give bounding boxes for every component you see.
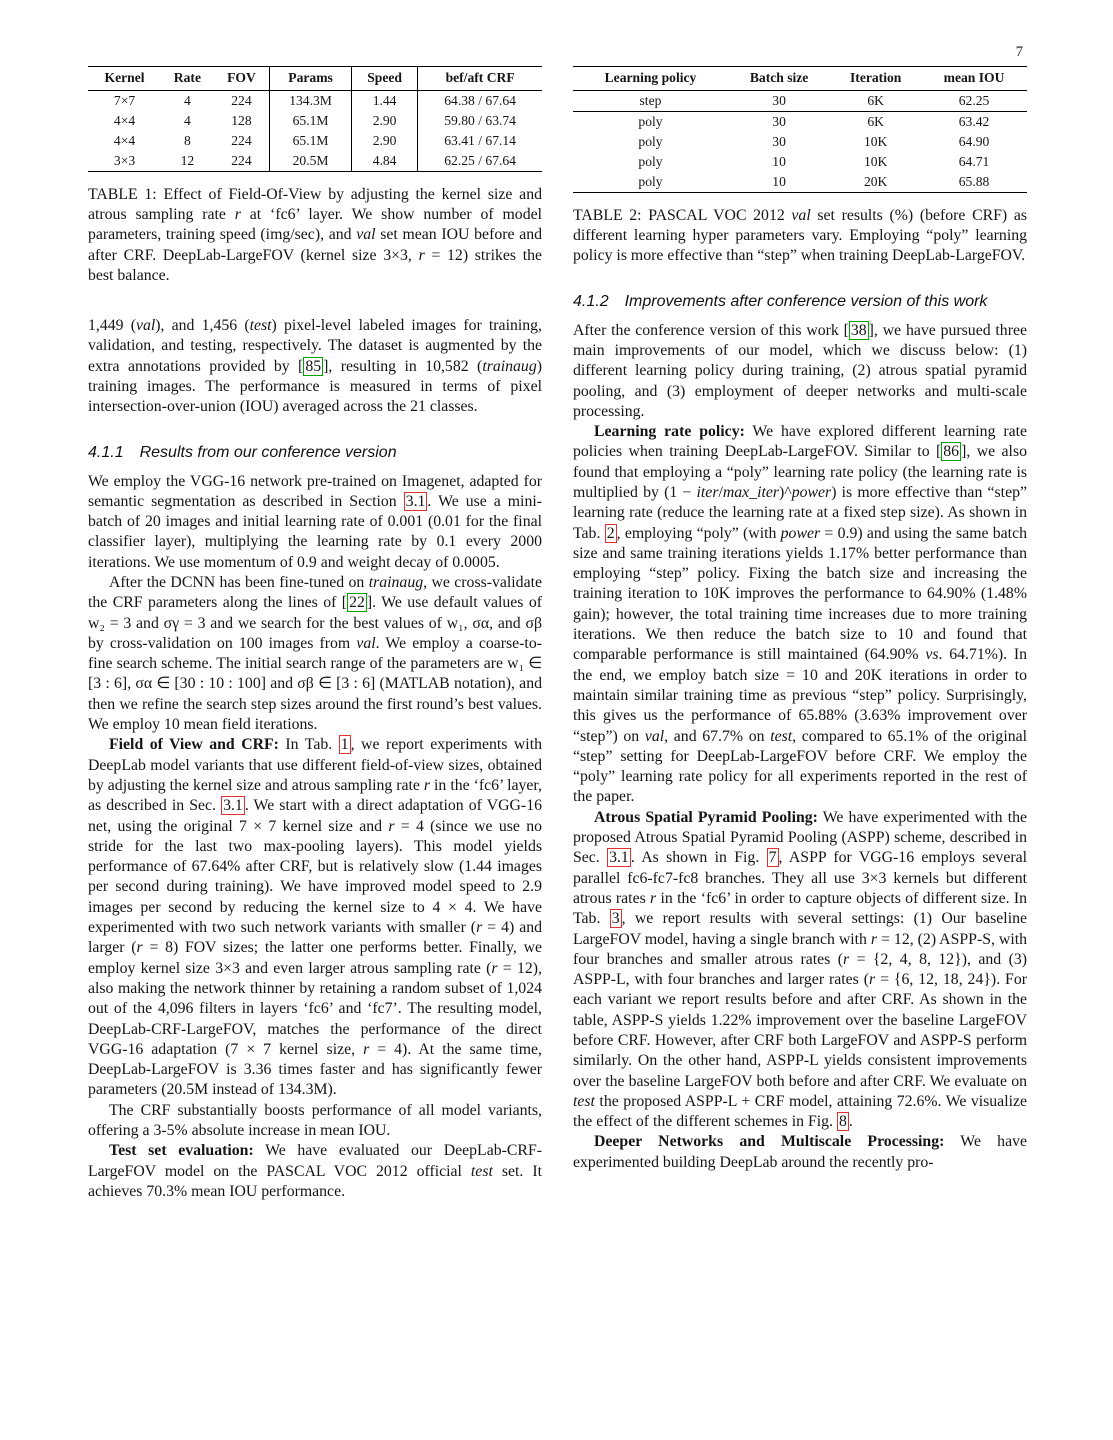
table-2-header [573, 67, 1027, 91]
table-row [88, 131, 542, 151]
table-cell: 4.84 [351, 151, 417, 172]
column-header: Rate [173, 70, 201, 85]
table-row [573, 152, 1027, 172]
table-cell: 20.5M [270, 151, 352, 172]
internal-ref-link[interactable]: 7 [768, 849, 777, 867]
column-header: Speed [351, 67, 417, 91]
table-row [573, 172, 1027, 193]
table-cell: 30 [772, 114, 786, 129]
table-cell: poly [638, 134, 663, 149]
right-body-text [573, 321, 1027, 1173]
table-cell: poly [638, 154, 663, 169]
citation-link[interactable]: 86 [943, 443, 960, 461]
paragraph: Field of View and CRF: In Tab. 1 , we report experiments with DeepLab model variants that use different field-of-view sizes, obtained by adjusting the kernel size and atrous sampling rate r in the ‘fc6’ layer, as described in Sec. 3.1 . We start with a direct adaptation of VGG-16 net, using the original 7 × 7 kernel size and r = 4 (since we use no stride for the last two max-pooling layers). This model yields performance of 67.64% after CRF, but is relatively slow (1.44 images per second during training). We have improved model speed to 2.9 images per second by reducing the kernel size to 4 × 4. We have experimented with two such network variants with smaller (r = 4) and larger (r = 8) FOV sizes; the latter one performs better. Finally, we employ kernel size 3×3 and even larger atrous sampling rate (r = 12), also making the network thinner by retaining a random subset of 1,024 out of the 4,096 filters in layers ‘fc6’ and ‘fc7’. The resulting model, DeepLab-CRF-LargeFOV, matches the performance of the direct VGG-16 adaptation (7 × 7 kernel size, r = 4). At the same time, DeepLab-LargeFOV is 3.36 times faster and has significantly fewer parameters (20.5M instead of 134.3M). [88, 736, 543, 1099]
table-row [88, 111, 542, 131]
paragraph-lead: Learning rate policy: [594, 423, 745, 441]
right-column [573, 66, 1027, 1202]
table-cell: 224 [231, 93, 252, 108]
table-1-figure [88, 66, 542, 286]
table-cell: 4×4 [113, 113, 136, 128]
table-cell: 64.38 / 67.64 [418, 91, 542, 112]
internal-ref-link[interactable]: 2 [606, 524, 615, 542]
left-body-text [88, 472, 542, 1203]
column-header: mean IOU [943, 70, 1005, 85]
table-cell: 4 [183, 93, 191, 108]
paragraph: Learning rate policy: We have explored different learning rate policies when training DeepLab-LargeFOV. Similar to [ 86 ], we also found that employing a “poly” learning rate policy (the learning rate is multiplied by (1 − iter/max_iter)^power) is more effective than “step” learning rate (reduce the learning rate at a fixed step size). As shown in Tab. 2 , employing “poly” (with power = 0.9) and using the same batch size and same training iterations yields 1.17% better performance than employing “step” policy. Fixing the batch size and increasing the training iteration to 10K improves the performance to 64.90% (1.48% gain); however, the total training time increases due to more training iterations. We then reduce the batch size to 10 and found that comparable performance is still maintained (64.90% vs. 64.71%). In the end, we employ batch size = 10 and 20K iterations in order to maintain similar training time as previous “step” policy. Surprisingly, this gives us the performance of 65.88% (3.63% improvement over “step”) on val, and 67.7% on test, compared to 65.1% of the original “step” setting for DeepLab-LargeFOV before CRF. We employ the “poly” learning rate policy for all experiments reported in the rest of the paper. [573, 423, 1028, 806]
paragraph: After the DCNN has been fine-tuned on trainaug, we cross-validate the CRF parameters along the lines of [ 22 ]. We use default values of w₂ = 3 and σγ = 3 and we search for the best values of w₁, σα, and σβ by cross-validation on 100 images from val. We employ a coarse-to-fine search scheme. The initial search range of the parameters are w₁ ∈ [3 : 6], σα ∈ [30 : 10 : 100] and σβ ∈ [3 : 6] (MATLAB notation), and then we refine the search step sizes around the first round’s best values. We employ 10 mean field iterations. [88, 573, 542, 734]
citation-link[interactable]: 38 [850, 321, 867, 339]
paragraph: The CRF substantially boosts performance of all model variants, offering a 3-5% absolute increase in mean IOU. [88, 1101, 542, 1139]
left-intro-text [88, 316, 542, 417]
column-header: Params [270, 67, 352, 91]
table-cell: 64.90 [958, 134, 990, 149]
internal-ref-link[interactable]: 1 [340, 736, 349, 754]
table-cell: 2.90 [351, 131, 417, 151]
section-heading-4-1-1 [88, 444, 542, 462]
paragraph: After the conference version of this work [ 38 ], we have pursued three main improvements of our model, which we discuss below: (1) different learning policy during training, (2) atrous spatial pyramid pooling, and (3) employment of deeper networks and multi-scale processing. [573, 321, 1027, 420]
section-number: 4.1.1 [88, 443, 124, 461]
table-cell: poly [638, 174, 663, 189]
table-row [573, 91, 1027, 112]
table-cell: 64.71 [958, 154, 990, 169]
table-1 [88, 66, 542, 172]
paragraph: Test set evaluation: We have evaluated our DeepLab-CRF-LargeFOV model on the PASCAL VOC 2012 official test set. It achieves 70.3% mean IOU performance. [88, 1142, 542, 1200]
table-cell: step [639, 93, 662, 108]
paragraph-lead: Atrous Spatial Pyramid Pooling: [594, 808, 818, 826]
paragraph-lead: Deeper Networks and Multiscale Processing: [594, 1133, 945, 1151]
section-heading-4-1-2 [573, 293, 1027, 311]
table-cell: 224 [231, 153, 252, 168]
table-cell: 6K [867, 114, 884, 129]
table-cell: 63.42 [958, 114, 990, 129]
table-2-header-row [573, 67, 1027, 91]
table-cell: 20K [863, 174, 888, 189]
table-cell: 10K [863, 134, 888, 149]
table-cell: 62.25 / 67.64 [418, 151, 542, 172]
table-cell: 10K [863, 154, 888, 169]
table-2-step-rows [573, 91, 1027, 112]
section-number: 4.1.2 [573, 292, 609, 310]
table-2 [573, 66, 1027, 193]
table-cell: 59.80 / 63.74 [418, 111, 542, 131]
left-column [88, 66, 542, 1202]
table-row [573, 132, 1027, 152]
column-header: FOV [227, 70, 256, 85]
table-cell: 6K [867, 93, 884, 108]
paragraph: Deeper Networks and Multiscale Processing: We have experimented building DeepLab around the recently pro- [573, 1133, 1027, 1171]
paragraph-lead: Field of View and CRF: [109, 736, 279, 754]
table-cell: 10 [772, 174, 786, 189]
table-cell: 62.25 [958, 93, 990, 108]
column-header: Kernel [104, 70, 145, 85]
page-number: 7 [1015, 44, 1023, 60]
table-cell: 4 [183, 113, 191, 128]
paragraph: Atrous Spatial Pyramid Pooling: We have experimented with the proposed Atrous Spatial Pyramid Pooling (ASPP) scheme, described in Sec. 3.1 . As shown in Fig. 7 , ASPP for VGG-16 employs several parallel fc6-fc7-fc8 branches. They all use 3×3 kernels but different atrous rates r in the ‘fc6’ in order to capture objects of different size. In Tab. 3 , we report results with several settings: (1) Our baseline LargeFOV model, having a single branch with r = 12, (2) ASPP-S, with four branches and smaller atrous rates (r = {2, 4, 8, 12}), and (3) ASPP-L, with four branches and larger rates (r = {6, 12, 18, 24}). For each variant we report results before and after CRF. As shown in the table, ASPP-S yields 1.22% improvement over the baseline LargeFOV before CRF. However, after CRF both LargeFOV and ASPP-S perform similarly. On the other hand, ASPP-L yields consistent improvements over the baseline LargeFOV both before and after CRF. We evaluate on test the proposed ASPP-L + CRF model, attaining 72.6%. We visualize the effect of the different schemes in Fig. 8 . [573, 808, 1028, 1131]
paragraph: 1,449 (val), and 1,456 (test) pixel-level labeled images for training, validation, and testing, respectively. The dataset is augmented by the extra annotations provided by [ 85 ], resulting in 10,582 (trainaug) training images. The performance is measured in terms of pixel intersection-over-union (IOU) averaged across the 21 classes. [88, 317, 542, 416]
internal-ref-link[interactable]: 3.1 [223, 797, 243, 815]
table-cell: 30 [772, 93, 786, 108]
table-1-body [88, 91, 542, 172]
table-2-figure [573, 66, 1027, 267]
table-row [573, 112, 1027, 133]
column-header: Iteration [850, 70, 902, 85]
table-cell: 134.3M [270, 91, 352, 112]
table-cell: 224 [231, 133, 252, 148]
table-cell: 7×7 [113, 93, 136, 108]
citation-link[interactable]: 22 [349, 594, 365, 612]
table-1-header [88, 67, 542, 91]
table-cell: 2.90 [351, 111, 417, 131]
table-cell: 12 [180, 153, 195, 168]
section-title: Results from our conference version [139, 443, 397, 461]
table-cell: 3×3 [113, 153, 136, 168]
table-1-caption: TABLE 1: Effect of Field-Of-View by adjusting the kernel size and atrous sampling rate r at ‘fc6’ layer. We show number of model parameters, training speed (img/sec), and val set mean IOU before and after CRF. DeepLab-LargeFOV (kernel size 3×3, r = 12) strikes the best balance. [88, 186, 543, 284]
table-cell: 30 [772, 134, 786, 149]
table-2-poly-rows [573, 112, 1027, 193]
table-cell: 65.88 [958, 174, 990, 189]
column-header: Learning policy [604, 70, 697, 85]
two-column-layout [88, 66, 1027, 1202]
table-row [88, 151, 542, 172]
table-cell: 10 [772, 154, 786, 169]
table-2-caption: TABLE 2: PASCAL VOC 2012 val set results (%) (before CRF) as different learning hyper parameters vary. Employing “poly” learning policy is more effective than “step” when training DeepLab-LargeFOV. [573, 207, 1028, 265]
column-header: Batch size [749, 70, 809, 85]
table-cell: 1.44 [351, 91, 417, 112]
table-row [88, 91, 542, 112]
internal-ref-link[interactable]: 3.1 [405, 492, 426, 510]
column-header: bef/aft CRF [418, 67, 542, 91]
table-cell: 65.1M [270, 111, 352, 131]
table-cell: 65.1M [270, 131, 352, 151]
paragraph-lead: Test set evaluation: [109, 1142, 254, 1160]
citation-link[interactable]: 85 [305, 357, 322, 375]
internal-ref-link[interactable]: 3.1 [609, 849, 629, 867]
internal-ref-link[interactable]: 8 [838, 1113, 847, 1131]
table-1-header-row [88, 67, 542, 91]
table-cell: 4×4 [113, 133, 136, 148]
table-cell: 8 [183, 133, 191, 148]
paragraph: We employ the VGG-16 network pre-trained on Imagenet, adapted for semantic segmentation as described in Section 3.1 . We use a mini-batch of 20 images and initial learning rate of 0.001 (0.01 for the final classifier layer), multiplying the learning rate by 0.1 every 2000 iterations. We use momentum of 0.9 and weight decay of 0.0005. [88, 472, 542, 571]
table-cell: 128 [231, 113, 252, 128]
internal-ref-link[interactable]: 3 [611, 910, 620, 928]
table-cell: poly [638, 114, 663, 129]
table-cell: 63.41 / 67.14 [418, 131, 542, 151]
section-title: Improvements after conference version of this work [624, 292, 988, 310]
